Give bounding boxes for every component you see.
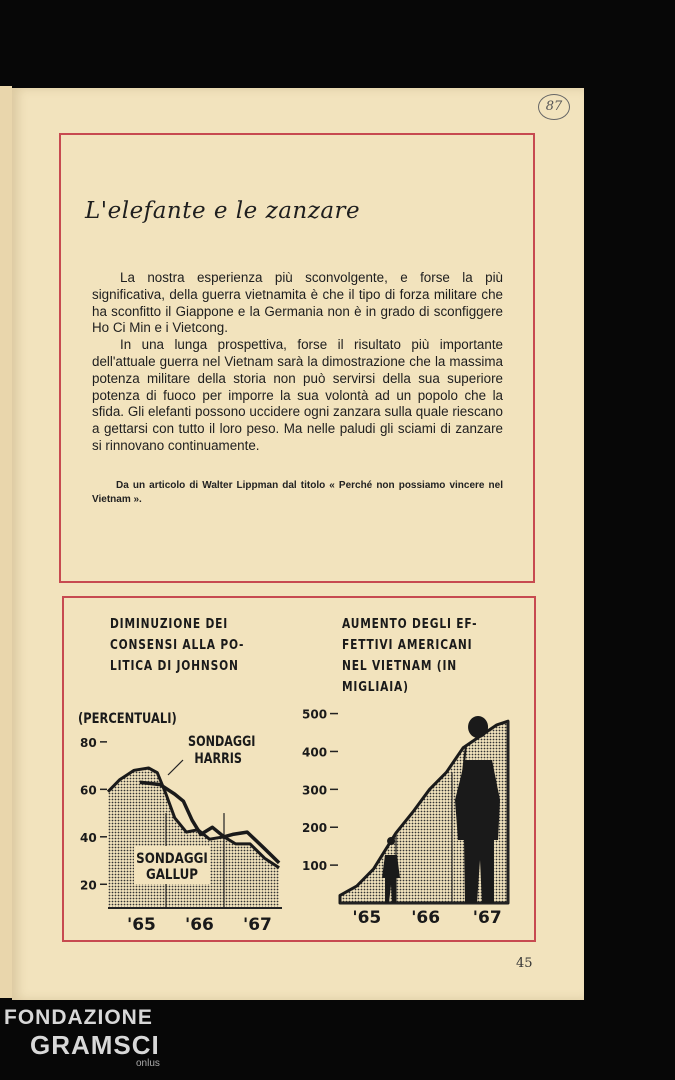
chart2-title-line: AUMENTO DEGLI EF- xyxy=(342,617,478,632)
page-number: 45 xyxy=(516,956,533,971)
chart1-title-line: DIMINUZIONE DEI xyxy=(110,617,229,632)
chart1-ytick-label: 60 xyxy=(80,783,97,798)
chart2-plot xyxy=(302,708,508,928)
harris-pointer xyxy=(168,760,183,775)
fondazione-gramsci-logo xyxy=(2,1006,172,1080)
chart2-title-line: MIGLIAIA) xyxy=(342,680,409,695)
circled-page-number: 87 xyxy=(538,94,570,120)
chart2-ytick-label: 400 xyxy=(302,745,328,760)
chart1-ylabel: (PERCENTUALI) xyxy=(78,711,177,727)
logo-line-1: FONDAZIONE xyxy=(4,1006,153,1029)
chart2-xtick-label: '67 xyxy=(472,908,502,928)
chart1-title-line: CONSENSI ALLA PO- xyxy=(110,638,245,653)
gallup-label-line: SONDAGGI xyxy=(136,851,208,868)
chart1-xtick-label: '65 xyxy=(127,915,156,935)
chart1-ytick-label: 20 xyxy=(80,878,97,893)
logo-line-3: onlus xyxy=(136,1058,160,1069)
chart1-ytick-label: 40 xyxy=(80,830,97,845)
article-source: Da un articolo di Walter Lippman dal titolo « Perché non possiamo vincere nel Vietnam ». xyxy=(92,480,503,505)
chart2-ytick-label: 100 xyxy=(302,859,328,874)
chart1-xtick-label: '67 xyxy=(243,915,272,935)
chart2-xtick-label: '65 xyxy=(352,908,382,928)
article-paragraph: In una lunga prospettiva, forse il risultato più importante dell'attuale guerra nel Vietnam sarà la dimostrazione che la massima potenza militare della storia non può servirsi della sua superiore potenza di fuoco per imporre la sua volontà ad un popolo che la sfida. Gli elefanti possono uccidere ogni zanzara sulla quale riescano a gettarsi con tutto il loro peso. Ma nelle paludi gli sciami di zanzare si rinnovano continuamente. xyxy=(92,337,503,453)
chart2-ytick-label: 500 xyxy=(302,707,328,722)
chart1-xtick-label: '66 xyxy=(185,915,214,935)
chart2-xtick-label: '66 xyxy=(411,908,441,928)
harris-label-line: SONDAGGI xyxy=(188,734,256,750)
chart2-title-line: NEL VIETNAM (IN xyxy=(342,659,458,674)
chart2-ytick-label: 300 xyxy=(302,783,328,798)
article-paragraph: La nostra esperienza più sconvolgente, e forse la più significativa, della guerra vietnamita è che il tipo di forza militare che ha sconfitto il Giappone e la Germania non è in grado di sconfiggere Ho Ci Min e i Vietcong. xyxy=(92,270,503,336)
chart2-title-line: FETTIVI AMERICANI xyxy=(342,638,473,653)
gallup-label-line: GALLUP xyxy=(145,867,199,884)
chart1-ytick-label: 80 xyxy=(80,735,97,750)
logo-line-2: GRAMSCI xyxy=(30,1030,160,1060)
harris-label-line: HARRIS xyxy=(194,751,242,767)
chart1-plot xyxy=(80,736,282,935)
chart2-ytick-label: 200 xyxy=(302,821,328,836)
article-title: L'elefante e le zanzare xyxy=(85,198,361,224)
chart1-title-line: LITICA DI JOHNSON xyxy=(110,659,239,674)
